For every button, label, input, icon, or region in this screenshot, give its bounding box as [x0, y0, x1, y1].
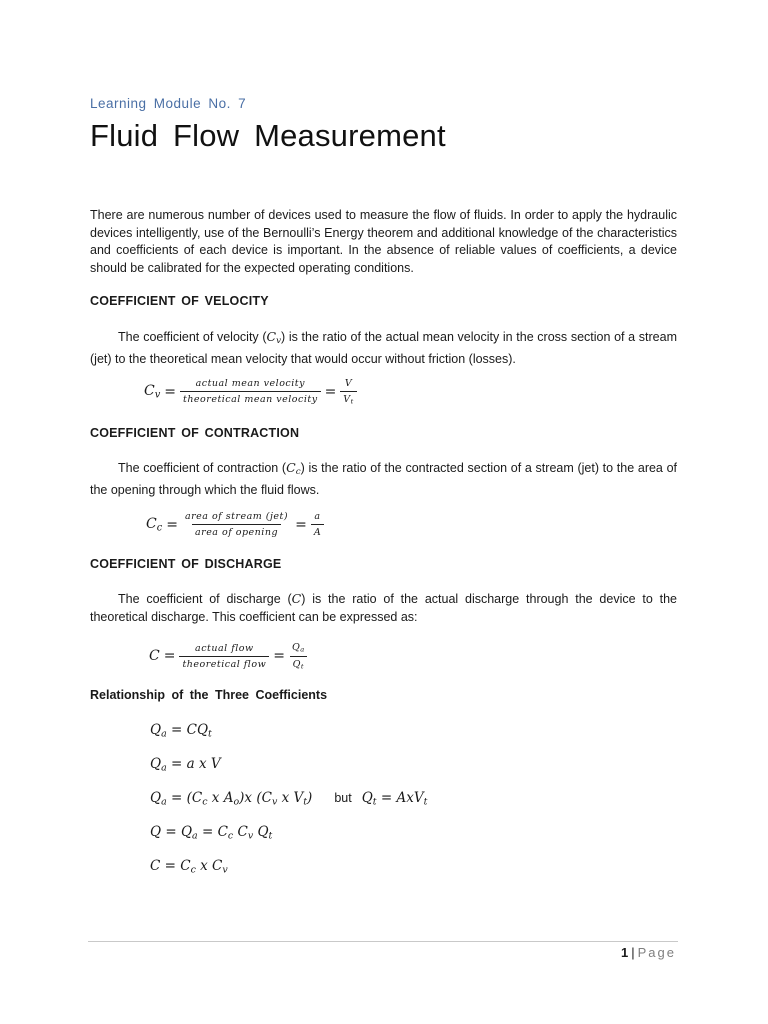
velocity-symbol: $C_v$ — [266, 329, 282, 347]
relationship-equation-1: $Q_a = CQ_t$ — [150, 722, 212, 740]
page-number: 1 — [621, 945, 629, 960]
contraction-heading: COEFFICIENT OF CONTRACTION — [90, 426, 300, 440]
page-word: Page — [637, 945, 676, 960]
velocity-ratio: $\frac{V}{V_t}$ — [340, 378, 357, 406]
module-label: Learning Module No. 7 — [90, 96, 247, 111]
velocity-formula: $C_v$ = $\frac{\text{actual mean velocity}}{\text{theoretical mean velocity}}$ = $\frac{V}{V_t}$ — [144, 378, 357, 406]
page-separator: | — [631, 945, 635, 960]
contraction-paragraph: The coefficient of contraction $(C_c)$ is the ratio of the contracted section of a stream (jet) to the area of the opening through which the fluid flows. — [90, 460, 678, 497]
discharge-symbol: C — [291, 591, 302, 606]
relationship-equation-5: $C = C_c$ x $C_v$ — [150, 858, 228, 876]
relationship-equation-2: $Q_a = a$ x V — [150, 756, 221, 774]
intro-paragraph: There are numerous number of devices used to measure the flow of fluids. In order to apply the hydraulic devices intelligently, use of the Bernoulli’s Energy theorem and additional knowledge of the characteristics and coefficients of each device is important. In the absence of reliable values of coefficients, a device should be calibrated for the expected operating conditions. — [90, 208, 677, 275]
contraction-symbol: $C_c$ — [286, 460, 301, 478]
contraction-ratio: $\frac{a}{A}$ — [311, 511, 324, 538]
discharge-heading: COEFFICIENT OF DISCHARGE — [90, 557, 282, 571]
velocity-fraction: $\frac{\text{actual mean velocity}}{\text{theoretical mean velocity}}$ — [180, 378, 321, 405]
contraction-fraction: $\frac{\text{area of stream (jet)}}{\text{area of opening}}$ — [184, 511, 289, 538]
velocity-heading: COEFFICIENT OF VELOCITY — [90, 294, 269, 308]
discharge-formula: C = $\frac{\text{actual flow}}{\text{theoretical flow}}$ = $\frac{Q_a}{Q_t}$ — [149, 642, 308, 670]
discharge-paragraph: The coefficient of discharge (C) is the ratio of the actual discharge through the device to the theoretical discharge. This coefficient can be expressed as: — [90, 591, 677, 624]
contraction-formula: $C_c$ = $\frac{\text{area of stream (jet)}}{\text{area of opening}}$ = $\frac{a}{A}$ — [146, 511, 324, 538]
footer-divider — [88, 941, 678, 942]
page-title: Fluid Flow Measurement — [90, 118, 446, 153]
relationship-equation-3: $Q_a = (C_c$ x $A_o)x$ ($C_v$ x $V_t$) but $Q_t = AxV_t$ — [150, 790, 428, 808]
relationship-heading: Relationship of the Three Coefficients — [90, 688, 328, 702]
discharge-ratio: $\frac{Q_a}{Q_t}$ — [289, 642, 308, 670]
velocity-paragraph: The coefficient of velocity $(C_v)$ is the ratio of the actual mean velocity in the cross section of a stream (jet) to the theoretical mean velocity that would occur without friction (losses). — [90, 329, 677, 366]
discharge-fraction: $\frac{\text{actual flow}}{\text{theoretical flow}}$ — [179, 643, 269, 670]
page-footer — [621, 945, 676, 960]
relationship-equation-4: $Q = Q_a = C_c$ $C_v$ $Q_t$ — [150, 824, 273, 842]
